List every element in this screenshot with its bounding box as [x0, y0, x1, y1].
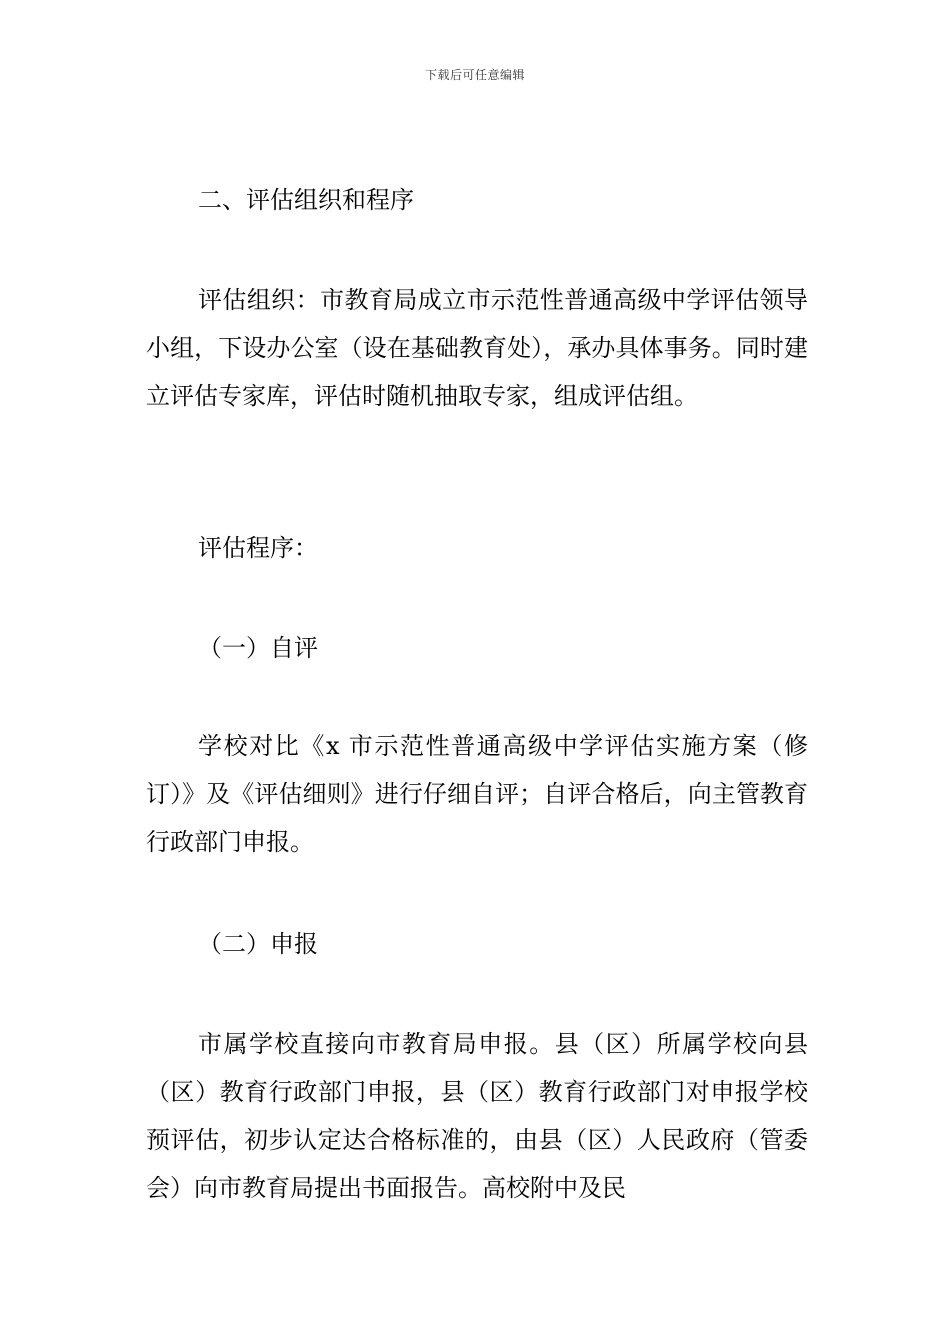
- paragraph-evaluation-procedure-label: 评估程序：: [198, 534, 318, 562]
- paragraph-evaluation-organization: 评估组织：市教育局成立市示范性普通高级中学评估领导小组，下设办公室（设在基础教育处），承办具体事务。同时建立评估专家库，评估时随机抽取专家，组成评估组。: [146, 286, 808, 410]
- subsection-title-self-evaluation: （一）自评: [198, 634, 318, 662]
- header-note: 下载后可任意编辑: [424, 68, 525, 82]
- paragraph-self-evaluation: 学校对比《x 市示范性普通高级中学评估实施方案（修订）》及《评估细则》进行仔细自评；自评合格后，向主管教育行政部门申报。: [146, 732, 808, 856]
- subsection-title-application: （二）申报: [198, 930, 318, 958]
- section-title: 二、评估组织和程序: [198, 186, 414, 214]
- paragraph-application: 市属学校直接向市教育局申报。县（区）所属学校向县（区）教育行政部门申报，县（区）教育行政部门对申报学校预评估，初步认定达合格标准的，由县（区）人民政府（管委会）向市教育局提出书面报告。高校附中及民: [146, 1030, 808, 1202]
